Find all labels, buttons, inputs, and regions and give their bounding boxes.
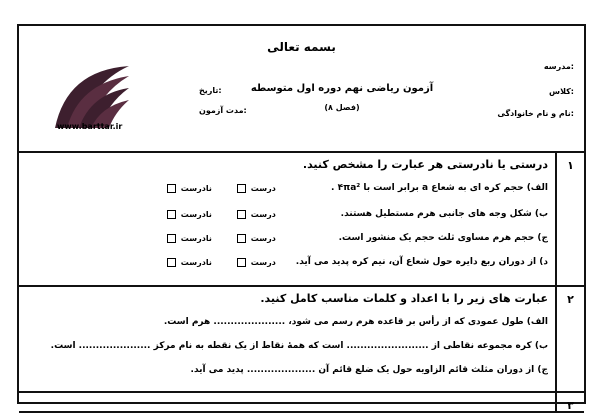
false-option[interactable] <box>167 184 212 193</box>
true-label: درست <box>250 258 276 267</box>
question-heading: درستی یا نادرستی هر عبارت را مشخص کنید. <box>302 158 548 171</box>
false-option[interactable] <box>167 234 212 243</box>
statement: ب) شکل وجه های جانبی هرم مستطیل هستند. <box>340 209 548 219</box>
question-number: ۲ <box>555 287 584 391</box>
checkbox-icon[interactable] <box>237 210 246 219</box>
true-label: درست <box>250 210 276 219</box>
true-label: درست <box>250 234 276 243</box>
bismillah: بسمه تعالی <box>267 40 336 54</box>
fill-in-statement: ب) کره مجموعه نقاطی از ........................ است که همهٔ نقاط از یک نقطه به نام مرکز ..................... است. <box>50 341 548 351</box>
question-row <box>19 153 584 287</box>
checkbox-icon[interactable] <box>167 258 176 267</box>
class-label: کلاس: <box>549 87 574 96</box>
checkbox-icon[interactable] <box>167 210 176 219</box>
true-option[interactable] <box>237 258 276 267</box>
exam-sheet <box>17 24 586 412</box>
exam-title: آزمون ریاضی نهم دوره اول متوسطه <box>250 83 434 94</box>
false-label: نادرست <box>180 184 212 193</box>
false-option[interactable] <box>167 210 212 219</box>
false-label: نادرست <box>180 210 212 219</box>
checkbox-icon[interactable] <box>167 234 176 243</box>
question-row <box>19 393 584 413</box>
website-url: www.barttar.ir <box>57 122 123 131</box>
question-number: ۳ <box>555 393 584 411</box>
fill-in-statement: الف) طول عمودی که از رأس بر قاعده هرم رسم می شود، ..................... هرم است. <box>163 317 548 327</box>
question-number: ۱ <box>555 153 584 285</box>
true-option[interactable] <box>237 184 276 193</box>
true-label: درست <box>250 184 276 193</box>
school-label: مدرسه: <box>543 62 574 71</box>
date-label: تاریخ: <box>199 86 222 95</box>
chapter-label: (فصل ۸) <box>324 103 360 112</box>
true-option[interactable] <box>237 234 276 243</box>
exam-header <box>19 26 584 146</box>
true-option[interactable] <box>237 210 276 219</box>
false-label: نادرست <box>180 234 212 243</box>
checkbox-icon[interactable] <box>167 184 176 193</box>
checkbox-icon[interactable] <box>237 184 246 193</box>
false-label: نادرست <box>180 258 212 267</box>
statement: الف) حجم کره ای به شعاع a برابر است با ۴πa² . <box>331 183 548 193</box>
false-option[interactable] <box>167 258 212 267</box>
duration-label: مدت آزمون: <box>199 106 247 115</box>
statement: د) از دوران ربع دایره حول شعاع آن، نیم کره پدید می آید. <box>295 257 548 267</box>
questions-table <box>19 151 584 413</box>
name-label: نام و نام خانوادگی: <box>497 109 574 118</box>
question-row <box>19 287 584 393</box>
checkbox-icon[interactable] <box>237 234 246 243</box>
checkbox-icon[interactable] <box>237 258 246 267</box>
question-heading: عبارت های زیر را با اعداد و کلمات مناسب کامل کنید. <box>260 292 548 305</box>
fill-in-statement: ج) از دوران مثلث قائم الزاویه حول یک ضلع قائم آن .................... پدید می آید. <box>190 365 548 375</box>
statement: ج) حجم هرم مساوی ثلث حجم یک منشور است. <box>338 233 548 243</box>
